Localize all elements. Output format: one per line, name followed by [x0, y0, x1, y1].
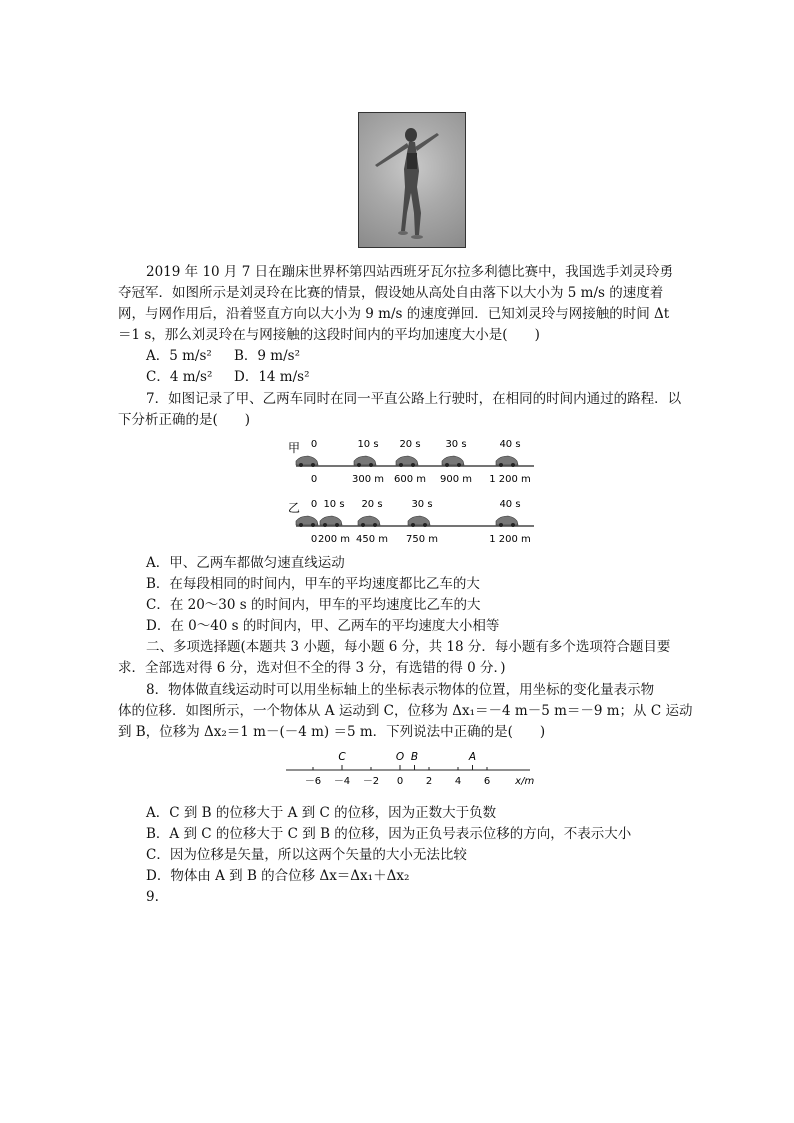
- jia-label: 甲: [288, 441, 301, 455]
- yi-time-label: 20 s: [361, 499, 383, 510]
- yi-time-label: 0: [310, 499, 318, 510]
- q6-stem-line-2: 夺冠军．如图所示是刘灵玲在比赛的情景，假设她从高处自由落下以大小为 5 m/s 的速度着: [118, 285, 664, 301]
- gymnast-photo: [358, 112, 466, 248]
- section2-line-1: 二、多项选择题(本题共 3 小题，每小题 6 分，共 18 分．每小题有多个选项符合题目要: [146, 639, 671, 655]
- yi-car-icon: [358, 516, 380, 527]
- q8-axis-figure: [282, 748, 542, 794]
- q8-option-a[interactable]: A．C 到 B 的位移大于 A 到 C 的位移，因为正数大于负数: [146, 805, 497, 821]
- q7-option-b[interactable]: B．在每段相同的时间内，甲车的平均速度都比乙车的大: [146, 576, 480, 592]
- jia-distance-label: 900 m: [439, 474, 473, 485]
- axis-point-label-B: B: [410, 751, 419, 763]
- q6-stem-line-1: 2019 年 10 月 7 日在蹦床世界杯第四站西班牙瓦尔拉多利德比赛中，我国选手刘灵玲勇: [146, 264, 674, 280]
- gymnast-figure-icon: [359, 113, 465, 247]
- q9-number: 9.: [146, 889, 159, 905]
- section2-line-2: 求．全部选对得 6 分，选对但不全的得 3 分，有选错的得 0 分．): [118, 660, 506, 676]
- q8-stem-line-1: 8．物体做直线运动时可以用坐标轴上的坐标表示物体的位置，用坐标的变化量表示物: [146, 682, 655, 698]
- axis-tick-label: －4: [333, 776, 351, 787]
- yi-distance-label: 200 m: [317, 534, 351, 545]
- axis-point-label-O: O: [395, 751, 405, 763]
- axis-tick-label: 4: [454, 776, 462, 787]
- jia-distance-label: 1 200 m: [489, 474, 531, 485]
- q8-stem-line-2: 体的位移．如图所示，一个物体从 A 运动到 C，位移为 Δx₁＝－4 m－5 m＝－9 m；从 C 运动: [118, 703, 693, 719]
- jia-car-icon: [296, 456, 318, 467]
- q8-option-b[interactable]: B．A 到 C 的位移大于 C 到 B 的位移，因为正负号表示位移的方向，不表示大小: [146, 826, 632, 842]
- q8-option-d[interactable]: D．物体由 A 到 B 的合位移 Δx＝Δx₁＋Δx₂: [146, 868, 410, 884]
- q7-option-d[interactable]: D．在 0～40 s 的时间内，甲、乙两车的平均速度大小相等: [146, 618, 500, 634]
- q7-stem-line-1: 7．如图记录了甲、乙两车同时在同一平直公路上行驶时，在相同的时间内通过的路程．以: [146, 391, 682, 407]
- q6-option-a[interactable]: A．5 m/s²: [146, 348, 212, 364]
- yi-car-icon: [496, 516, 518, 527]
- jia-car-icon: [354, 456, 376, 467]
- q8-stem-line-3: 到 B，位移为 Δx₂＝1 m－(－4 m) ＝5 m．下列说法中正确的是( ): [118, 724, 546, 740]
- jia-time-label: 0: [310, 439, 318, 450]
- jia-distance-label: 300 m: [351, 474, 385, 485]
- q6-option-b[interactable]: B．9 m/s²: [234, 348, 300, 364]
- jia-time-label: 30 s: [445, 439, 467, 450]
- yi-distance-label: 450 m: [355, 534, 389, 545]
- yi-distance-label: 1 200 m: [489, 534, 531, 545]
- yi-car-icon: [320, 516, 342, 527]
- yi-time-label: 30 s: [411, 499, 433, 510]
- jia-car-icon: [496, 456, 518, 467]
- jia-car-icon: [396, 456, 418, 467]
- jia-distance-label: 0: [310, 474, 318, 485]
- yi-time-label: 10 s: [323, 499, 345, 510]
- axis-tick-label: 2: [425, 776, 433, 787]
- q6-option-d[interactable]: D．14 m/s²: [234, 369, 310, 385]
- axis-tick-label: 0: [396, 776, 404, 787]
- q7-stem-line-2: 下分析正确的是( ): [118, 412, 251, 428]
- q7-option-c[interactable]: C．在 20～30 s 的时间内，甲车的平均速度比乙车的大: [146, 597, 481, 613]
- yi-distance-label: 0: [310, 534, 318, 545]
- jia-car-icon: [442, 456, 464, 467]
- q7-figure: [286, 436, 538, 552]
- q6-stem-line-3: 网，与网作用后，沿着竖直方向以大小为 9 m/s 的速度弹回．已知刘灵玲与网接触的时间 Δt: [118, 306, 670, 322]
- jia-distance-label: 600 m: [393, 474, 427, 485]
- yi-label: 乙: [288, 501, 301, 515]
- q8-option-c[interactable]: C．因为位移是矢量，所以这两个矢量的大小无法比较: [146, 847, 467, 863]
- yi-car-icon: [296, 516, 318, 527]
- jia-time-label: 10 s: [357, 439, 379, 450]
- axis-tick-label: 6: [483, 776, 491, 787]
- q6-stem-line-4: ＝1 s，那么刘灵玲在与网接触的这段时间内的平均加速度大小是( ): [118, 327, 540, 343]
- axis-tick-label: －2: [362, 776, 380, 787]
- q6-option-c[interactable]: C．4 m/s²: [146, 369, 213, 385]
- yi-car-icon: [408, 516, 430, 527]
- yi-time-label: 40 s: [499, 499, 521, 510]
- q7-option-a[interactable]: A．甲、乙两车都做匀速直线运动: [146, 555, 345, 571]
- jia-time-label: 20 s: [399, 439, 421, 450]
- axis-unit-label: x/m: [515, 776, 535, 787]
- axis-tick-label: －6: [304, 776, 322, 787]
- axis-point-label-C: C: [338, 751, 346, 763]
- yi-distance-label: 750 m: [405, 534, 439, 545]
- jia-time-label: 40 s: [499, 439, 521, 450]
- axis-point-label-A: A: [468, 751, 477, 763]
